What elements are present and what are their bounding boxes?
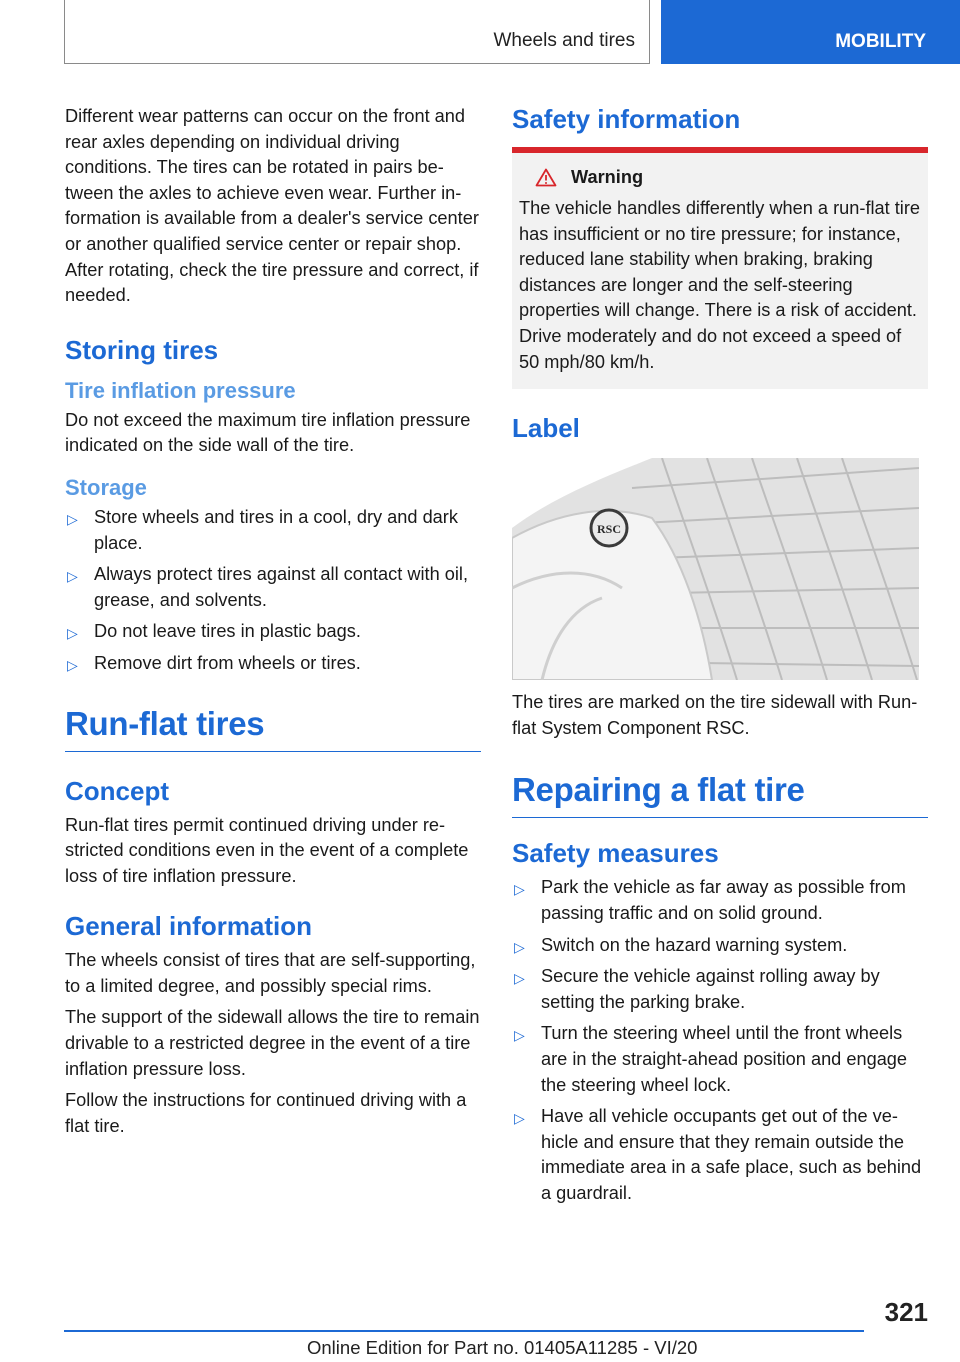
- list-item: ▷ Switch on the hazard warning system.: [512, 933, 928, 959]
- safety-info-heading: Safety information: [512, 104, 741, 134]
- bullet-triangle-icon: ▷: [514, 1110, 525, 1127]
- header-chapter-tab: [661, 0, 960, 64]
- rsc-tire-illustration: [512, 458, 919, 680]
- storage-heading: Storage: [65, 474, 147, 500]
- bullet-triangle-icon: ▷: [514, 938, 525, 955]
- header-chapter-title: MOBILITY: [835, 31, 926, 52]
- general-paragraph-3: Follow the instructions for continued driving with a flat tire.: [65, 1090, 467, 1136]
- storage-list: [65, 505, 481, 677]
- header-section-title: Wheels and tires: [493, 30, 635, 51]
- list-item: ▷ Always protect tires against all contact with oil, grease, and solvents.: [67, 564, 469, 610]
- rsc-logo-text: RSC: [596, 522, 622, 537]
- storing-tires-heading: Storing tires: [65, 334, 219, 365]
- bullet-triangle-icon: ▷: [514, 1027, 525, 1044]
- list-item: ▷ Have all vehicle occupants get out of the vehicle and ensure that they remain outside the immediate area in a safe place, such as behind a guardrail.: [514, 1106, 922, 1203]
- list-item: ▷ Turn the steering wheel until the front wheels are in the straight-ahead position and engage the steering wheel lock.: [514, 1023, 908, 1095]
- bullet-triangle-icon: ▷: [514, 881, 525, 898]
- left-column: [65, 104, 481, 1145]
- bullet-triangle-icon: ▷: [67, 510, 78, 527]
- general-paragraph-1: The wheels consist of tires that are self-supporting, to a limited degree, and possibly special rims.: [65, 950, 476, 996]
- page-number: 321: [884, 1297, 928, 1327]
- bullet-triangle-icon: ▷: [67, 625, 78, 642]
- inflation-paragraph: Do not exceed the maximum tire inflation pressure indicated on the side wall of the tire.: [65, 409, 471, 456]
- list-item: ▷ Remove dirt from wheels or tires.: [65, 651, 481, 677]
- runflat-heading: Run-flat tires: [65, 705, 481, 752]
- header-section-tab: [64, 0, 650, 64]
- measures-list: [512, 875, 928, 1206]
- concept-paragraph: Run-flat tires permit continued driving under restricted conditions even in the event of a complete loss of tire inflation pressure.: [65, 814, 469, 886]
- footer-divider: [64, 1330, 864, 1332]
- general-paragraph-2: The support of the sidewall allows the tire to remain drivable to a restricted degree in the event of a tire inflation pressure loss.: [65, 1007, 480, 1079]
- warning-triangle-icon: [535, 168, 557, 187]
- inflation-pressure-heading: Tire inflation pressure: [65, 377, 296, 403]
- general-info-heading: General information: [65, 911, 313, 942]
- list-item: ▷ Do not leave tires in plastic bags.: [65, 619, 481, 645]
- right-column: [512, 104, 928, 1212]
- rotation-paragraph: Different wear patterns can occur on the front and rear axles depending on individual driving conditions. The tires can be rotated in pairs between the axles to achieve even wear. Further information is available from a dealer's service center or another qualified service center or repair shop. After rotating, check the tire pressure and correct, if needed.: [65, 106, 479, 306]
- list-item: ▷ Secure the vehicle against rolling away by setting the parking brake.: [514, 966, 880, 1012]
- concept-heading: Concept: [65, 775, 169, 806]
- warning-label: Warning: [571, 167, 644, 187]
- label-paragraph: The tires are marked on the tire sidewall with Run-flat System Component RSC.: [512, 692, 918, 738]
- list-item: ▷ Park the vehicle as far away as possible from passing traffic and on solid ground.: [514, 877, 906, 923]
- label-heading: Label: [512, 413, 580, 444]
- bullet-triangle-icon: ▷: [67, 568, 78, 585]
- footer-text: Online Edition for Part no. 01405A11285 - VI/20: [307, 1337, 698, 1358]
- warning-box: [512, 147, 928, 389]
- warning-text: The vehicle handles differently when a run-flat tire has insufficient or no tire pressure; for instance, reduced lane stability when braking, braking distances are longer and the self-steering properties will change. There is a risk of accident. Drive moderately and do not exceed a speed of 50 mph/80 km/h.: [519, 198, 921, 372]
- safety-measures-heading: Safety measures: [512, 838, 719, 869]
- repair-heading: Repairing a flat tire: [512, 771, 928, 818]
- bullet-triangle-icon: ▷: [67, 656, 78, 673]
- bullet-triangle-icon: ▷: [514, 970, 525, 987]
- list-item: ▷ Store wheels and tires in a cool, dry and dark place.: [67, 506, 458, 553]
